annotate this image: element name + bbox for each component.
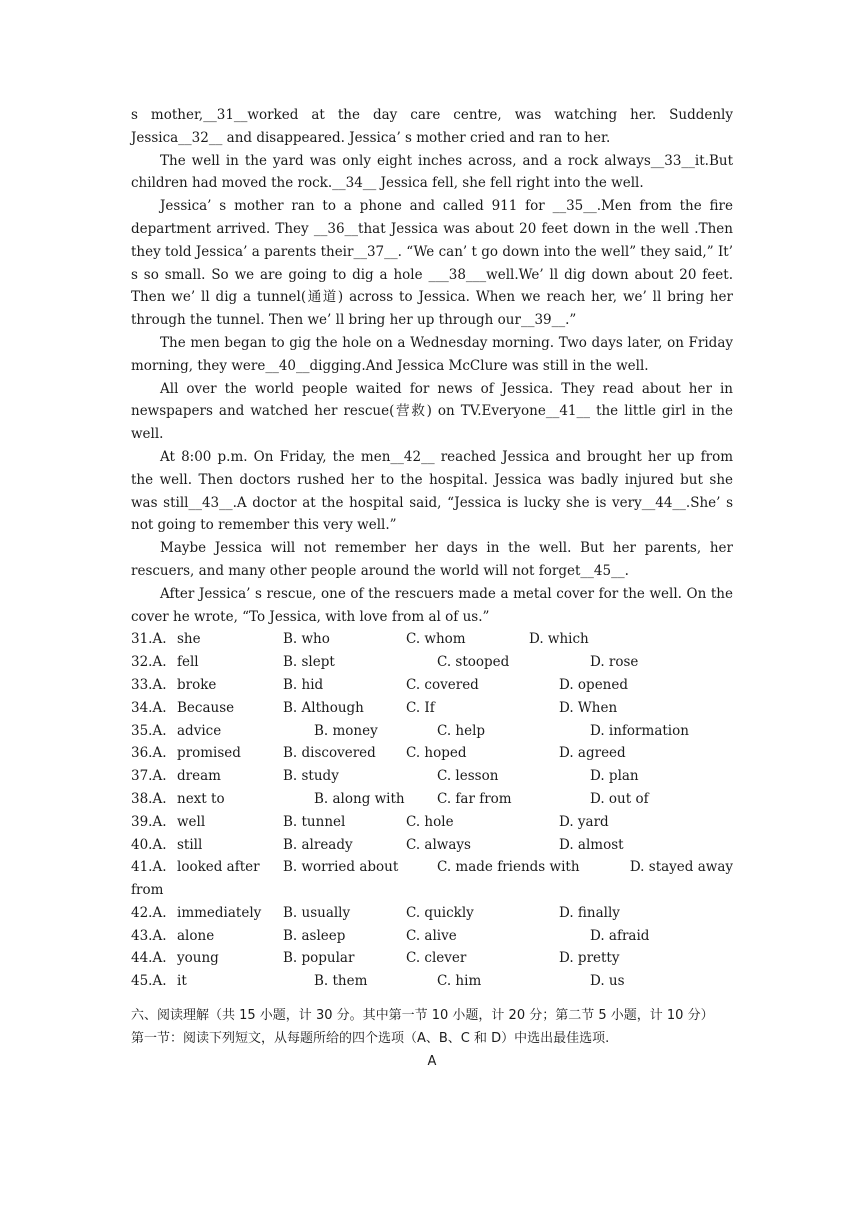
cloze-passage [131, 104, 733, 628]
question-number: 32.A. [131, 654, 167, 671]
option-c: C. far from [437, 790, 512, 807]
option-c: C. made friends with [437, 859, 580, 876]
option-b: B. study [283, 768, 339, 785]
question-number: 33.A. [131, 676, 167, 693]
option-d: D. us [590, 973, 625, 990]
option-b: B. worried about [283, 859, 399, 876]
option-d: D. which [529, 631, 589, 648]
option-b: B. hid [283, 676, 324, 693]
question-number: 31.A. [131, 631, 167, 648]
option-c: C. If [406, 699, 435, 716]
option-c: C. hole [406, 813, 454, 830]
question-number: 39.A. [131, 813, 167, 830]
question-number: 45.A. [131, 973, 167, 990]
option-d: D. pretty [559, 950, 620, 967]
option-a: Because [177, 699, 235, 716]
option-b: B. discovered [283, 745, 376, 762]
question-number: 35.A. [131, 722, 167, 739]
passage-paragraph: The well in the yard was only eight inches across, and a rock always__33__it.But children had moved the rock.__34__ Jessica fell, she fell right into the well. [131, 152, 733, 192]
option-c: C. covered [406, 676, 479, 693]
passage-paragraph: All over the world people waited for news of Jessica. They read about her in newspapers and watched her rescue(营救) on TV.Everyone__41__ the little girl in the well. [131, 380, 733, 443]
option-c: C. him [437, 973, 482, 990]
option-c: C. clever [406, 950, 467, 967]
option-c: C. help [437, 722, 486, 739]
question-row [131, 970, 733, 993]
option-a: still [177, 836, 203, 853]
question-row [131, 834, 733, 857]
option-c: C. always [406, 836, 471, 853]
option-d: D. finally [559, 904, 620, 921]
question-number: 34.A. [131, 699, 167, 716]
option-b: B. who [283, 631, 330, 648]
question-row [131, 788, 733, 811]
option-d: D. When [559, 699, 618, 716]
option-a: looked after [177, 859, 260, 876]
question-number: 40.A. [131, 836, 167, 853]
option-d: D. afraid [590, 927, 650, 944]
question-row [131, 811, 733, 834]
option-d: D. out of [590, 790, 649, 807]
option-c: C. lesson [437, 768, 499, 785]
passage-paragraph: At 8:00 p.m. On Friday, the men__42__ reached Jessica and brought her up from the well. Then doctors rushed her to the hospital. Jessica was badly injured but she was still__43__.A doctor at the hospital said, “Jessica is lucky she is very__44__.She’ s not going to remember this very well.” [131, 448, 733, 534]
question-row [131, 925, 733, 948]
option-d: D. stayed away [629, 859, 733, 876]
option-c: C. stooped [437, 654, 510, 671]
question-row [131, 742, 733, 765]
option-c: C. hoped [406, 745, 467, 762]
question-row [131, 674, 733, 697]
question-row [131, 651, 733, 674]
reading-section [131, 1005, 733, 1073]
question-number: 41.A. [131, 859, 167, 876]
option-d-continued: from [131, 882, 164, 899]
option-d: D. information [590, 722, 689, 739]
question-number: 38.A. [131, 790, 167, 807]
passage-paragraph: The men began to gig the hole on a Wednesday morning. Two days later, on Friday morning, they were__40__digging.And Jessica McClure was still in the well. [131, 334, 733, 374]
passage-paragraph: s mother,__31__worked at the day care centre, was watching her. Suddenly Jessica__32__ and disappeared. Jessica’ s mother cried and ran to her. [131, 107, 733, 146]
option-b: B. already [283, 836, 353, 853]
option-a: well [177, 813, 206, 830]
section-instruction: 第一节：阅读下列短文，从每题所给的四个选项（A、B、C 和 D）中选出最佳选项. [131, 1030, 610, 1046]
option-b: B. usually [283, 904, 351, 921]
question-number: 37.A. [131, 768, 167, 785]
option-d: D. rose [590, 654, 639, 671]
option-b: B. them [314, 973, 368, 990]
option-a: young [177, 950, 219, 967]
passage-paragraph: After Jessica’ s rescue, one of the rescuers made a metal cover for the well. On the cover he wrote, “To Jessica, with love from al of us.” [131, 585, 733, 625]
question-row [131, 628, 733, 651]
option-b: B. along with [314, 790, 405, 807]
question-row [131, 765, 733, 788]
option-b: B. Although [283, 699, 364, 716]
option-b: B. popular [283, 950, 355, 967]
option-b: B. asleep [283, 927, 346, 944]
option-d: D. almost [559, 836, 624, 853]
option-d: D. agreed [559, 745, 626, 762]
option-a: it [177, 973, 187, 990]
option-a: fell [177, 654, 199, 671]
option-a: advice [177, 722, 222, 739]
question-number: 36.A. [131, 745, 167, 762]
question-number: 44.A. [131, 950, 167, 967]
question-options [131, 628, 733, 993]
option-a: promised [177, 745, 241, 762]
question-row [131, 720, 733, 743]
option-a: she [177, 631, 201, 648]
option-d: D. plan [590, 768, 639, 785]
exam-page [131, 104, 733, 1073]
option-c: C. whom [406, 631, 466, 648]
passage-paragraph: Maybe Jessica will not remember her days in the well. But her parents, her rescuers, and many other people around the world will not forget__45__. [131, 540, 733, 579]
option-b: B. money [314, 722, 378, 739]
option-a: broke [177, 676, 217, 693]
option-a: dream [177, 768, 221, 785]
question-number: 42.A. [131, 904, 167, 921]
question-row [131, 947, 733, 970]
option-c: C. quickly [406, 904, 474, 921]
question-row [131, 902, 733, 925]
option-c: C. alive [406, 927, 457, 944]
section-heading: 六、阅读理解（共 15 小题，计 30 分。其中第一节 10 小题，计 20 分；第二节 5 小题，计 10 分） [131, 1008, 714, 1024]
option-d: D. opened [559, 676, 629, 693]
question-row [131, 697, 733, 720]
passage-paragraph: Jessica’ s mother ran to a phone and called 911 for __35__.Men from the fire department arrived. They __36__that Jessica was about 20 feet down in the well .Then they told Jessica’ a parents their__37__. “We can’ t go down into the well” they said,” It’ s so small. So we are going to dig a hole ___38___well.We’ ll dig down about 20 feet. Then we’ ll dig a tunnel(通道) across to Jessica. When we reach her, we’ ll bring her through the tunnel. Then we’ ll bring her up through our__39__.” [131, 198, 733, 329]
option-a: immediately [177, 904, 262, 921]
passage-label: A [427, 1053, 437, 1069]
option-b: B. slept [283, 654, 335, 671]
option-a: alone [177, 927, 215, 944]
question-row [131, 856, 733, 902]
option-a: next to [177, 790, 225, 807]
option-b: B. tunnel [283, 813, 346, 830]
question-number: 43.A. [131, 927, 167, 944]
option-d: D. yard [559, 813, 609, 830]
